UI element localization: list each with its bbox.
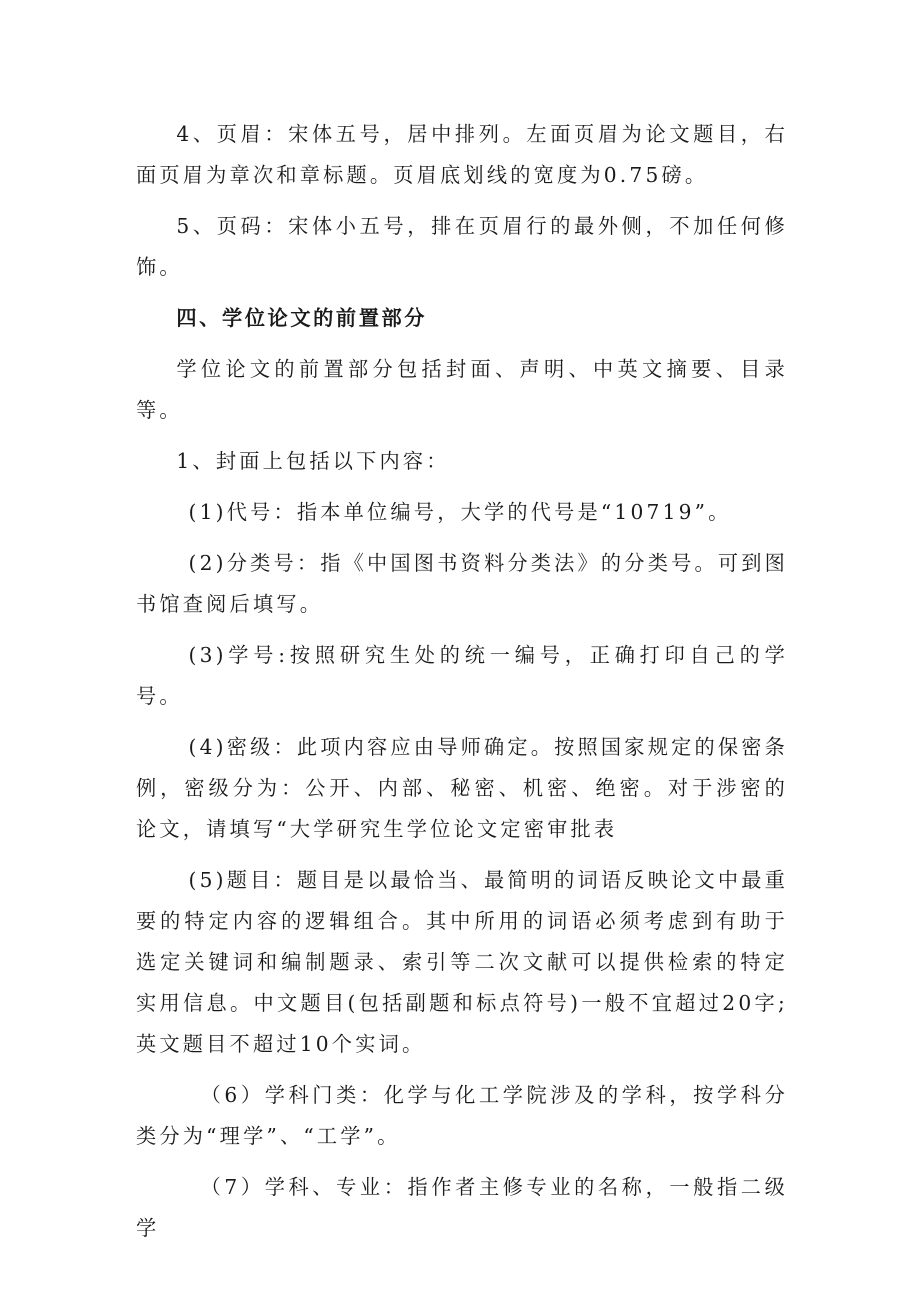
document-page [136,114,788,1249]
paragraph-item-major: （7）学科、专业：指作者主修专业的名称，一般指二级学 [136,1175,788,1240]
paragraph-item-security-level: (4)密级：此项内容应由导师确定。按照国家规定的保密条例，密级分为：公开、内部、秘密、机密、绝密。对于涉密的论文，请填写“大学研究生学位论文定密审批表 [136,735,789,841]
paragraph-page-number-rules: 5、页码：宋体小五号，排在页眉行的最外侧，不加任何修饰。 [136,214,788,279]
paragraph-item-title: (5)题目：题目是以最恰当、最简明的词语反映论文中最重要的特定内容的逻辑组合。其中所用的词语必须考虑到有助于选定关键词和编制题录、索引等二次文献可以提供检索的特定实用信息。中文题目(包括副题和标点符号)一般不宜超过20字;英文题目不超过10个实词。 [136,868,789,1056]
paragraph-item-student-id: (3)学号:按照研究生处的统一编号，正确打印自己的学号。 [136,643,788,708]
paragraph-front-matter-intro: 学位论文的前置部分包括封面、声明、中英文摘要、目录等。 [136,357,788,422]
paragraph-header-rules: 4、页眉：宋体五号，居中排列。左面页眉为论文题目，右面页眉为章次和章标题。页眉底划线的宽度为0.75磅。 [136,122,788,187]
paragraph-cover-contents: 1、封面上包括以下内容： [176,449,450,473]
paragraph-item-classification: (2)分类号：指《中国图书资料分类法》的分类号。可到图书馆查阅后填写。 [136,551,789,616]
paragraph-item-discipline-category: （6）学科门类：化学与化工学院涉及的学科，按学科分类分为“理学”、“工学”。 [136,1083,788,1148]
paragraph-item-code: (1)代号：指本单位编号，大学的代号是“10719”。 [188,500,732,524]
section-heading: 四、学位论文的前置部分 [176,306,428,330]
